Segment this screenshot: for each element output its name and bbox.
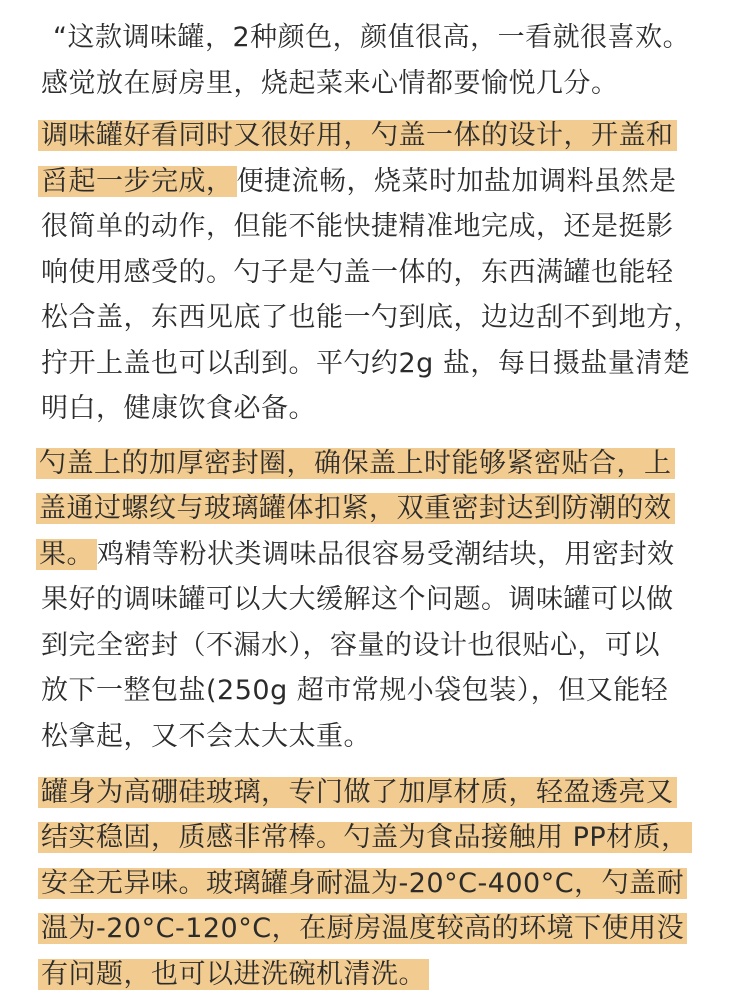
paragraph-3-line-7: 松拿起，又不会太大太重。 <box>41 721 371 752</box>
body-text: 鸡精等粉状类调味品很容易受潮结块，用密封效 <box>97 539 675 570</box>
paragraph-1-line-2: 感觉放在厨房里，烧起菜来心情都要愉悦几分。 <box>41 68 619 99</box>
paragraph-3-line-5: 到完全密封（不漏水），容量的设计也很贴心，可以 <box>41 630 660 661</box>
paragraph-4-line-2 <box>38 820 692 856</box>
paragraph-2-line-5: 松合盖，东西见底了也能一勺到底，边边刮不到地方， <box>41 302 701 333</box>
highlighted-text: 温为-20°C-120°C，在厨房温度较高的环境下使用没 <box>38 913 687 944</box>
paragraph-2-line-3: 很简单的动作，但能不能快捷精准地完成，还是挺影 <box>41 211 674 242</box>
highlighted-text: 调味罐好看同时又很好用，勺盖一体的设计，开盖和 <box>38 120 677 151</box>
highlighted-text: 罐身为高硼硅玻璃，专门做了加厚材质，轻盈透亮又 <box>38 777 677 808</box>
paragraph-4-line-1 <box>38 775 677 811</box>
paragraph-1-line-1: “这款调味罐，2种颜色，颜值很高，一看就很喜欢。 <box>53 22 691 53</box>
highlighted-text: 结实稳固，质感非常棒。勺盖为食品接触用 PP材质， <box>38 822 692 853</box>
paragraph-2-line-2 <box>38 164 677 200</box>
paragraph-4-line-3 <box>38 866 687 902</box>
paragraph-2-line-6: 拧开上盖也可以刮到。平勺约2g 盐，每日摄盐量清楚 <box>41 348 691 379</box>
paragraph-2-line-4: 响使用感受的。勺子是勺盖一体的，东西满罐也能轻 <box>41 257 674 288</box>
paragraph-2-line-1 <box>38 118 677 154</box>
paragraph-3-line-6: 放下一整包盐(250g 超市常规小袋包装），但又能轻 <box>41 675 669 706</box>
paragraph-3-line-1 <box>36 446 675 482</box>
highlighted-text: 果。 <box>36 539 97 570</box>
highlighted-text: 安全无异味。玻璃罐身耐温为-20°C-400°C，勺盖耐 <box>38 868 687 899</box>
paragraph-3-line-4: 果好的调味罐可以大大缓解这个问题。调味罐可以做 <box>41 584 674 615</box>
highlighted-text: 有问题，也可以进洗碗机清洗。 <box>38 959 429 990</box>
highlighted-text: 盖通过螺纹与玻璃罐体扣紧，双重密封达到防潮的效 <box>36 493 675 524</box>
body-text: 便捷流畅，烧菜时加盐加调料虽然是 <box>236 166 677 197</box>
paragraph-2-line-7: 明白，健康饮食必备。 <box>41 393 316 424</box>
highlighted-text: 舀起一步完成， <box>38 166 237 197</box>
paragraph-3-line-2 <box>36 491 675 527</box>
paragraph-4-line-4 <box>38 911 687 947</box>
paragraph-4-line-5 <box>38 957 429 993</box>
highlighted-text: 勺盖上的加厚密封圈，确保盖上时能够紧密贴合，上 <box>36 448 675 479</box>
paragraph-3-line-3 <box>36 537 675 573</box>
